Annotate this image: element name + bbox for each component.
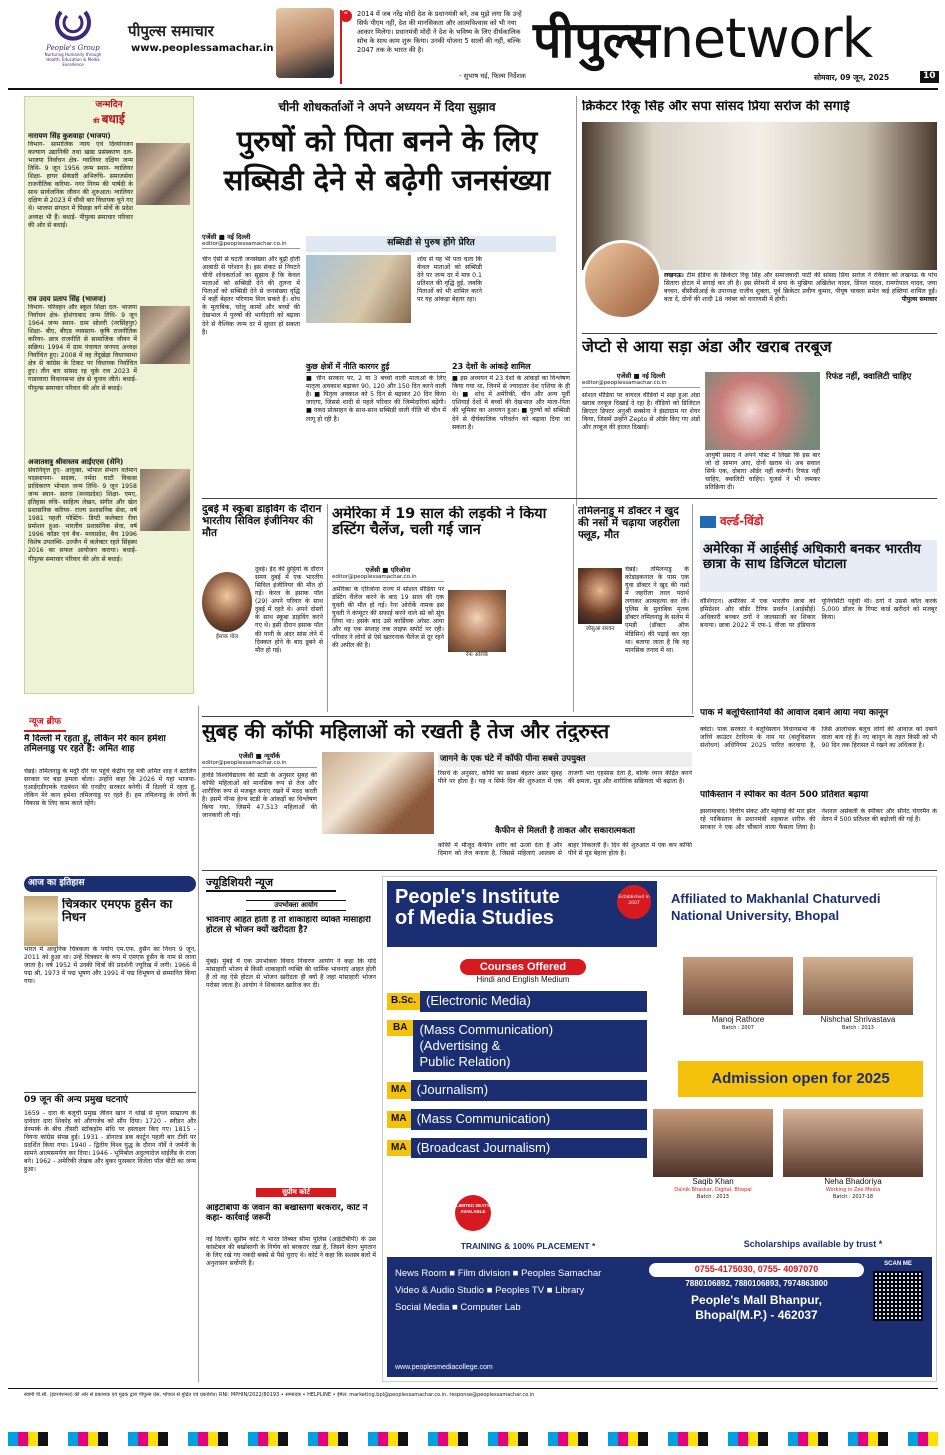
judicial-s2-headline: आईटीबीपी के जवान की बर्खास्तगी बरकरार, कोर्ट ने कहा- कार्रवाई जरूरी [206,1204,368,1223]
lead-col4 [487,256,569,340]
coffee-dateline: एजेंसी ■ न्यूयॉर्क [238,752,281,760]
history-body: भारत में आधुनिक चित्रकला के पर्याय एम.एफ. हुसैन का निधन 9 जून, 2011 को हुआ था। उन्हें चित्रकार के रूप में एमएफ हुसैन के नाम से जाना जाता है। वर्ष 1952 में उनकी चित्रों की प्रदर्शनी ज्यूरिख में लगी। 1966 में पद्म श्री, 1973 में पद्म भूषण और 1991 में पद्म विभूषण से सम्मानित किया गया। [24,946,196,986]
ad-student-1-batch: Batch : 2007 [722,1025,754,1032]
birthday-person-1-text: विभाग- सामाजिक न्याय एवं दिव्यांगजन कल्याण उद्यानिकी तथा खाद्य प्रसंस्करण दल- भाजपा निर्वाचन क्षेत्र- ग्वालियर दक्षिण जन्म तिथि- 9 जून 1956 जन्म स्थान- ग्वालियर शिक्षा- हायर सेकंडरी अभिरुचि- समाजसेवा राजनीतिक करियर- नगर निगम की पार्षदी के साथ सार्वजनिक जीवन की शुरुआत। ग्वालियर दक्षिण से 2023 में चौथी बार विधायक चुने गए थे। भाजपा संगठन में पिछड़ा वर्ग मोर्चे के प्रदेश अध्यक्ष भी हैं। बधाई- पीपुल्स समाचार परिवार की ओर से बधाई। [28,140,133,229]
birthday-person-1-name: नारायण सिंह कुशवाहा (भाजपा) [28,132,111,140]
world-b1: वॉशिंगटन। अमेरिका में एक भारतीय छात्रा को इमिग्रेशन और बॉर्डर टैरिफ प्रवर्तन (आईसीई) अधिकारी बनकर ठगों ने जालसाजी का शिकार बनाया। छात्रा 2022 में एफ-1 वीजा पर इंडियाना यूनिवर्सिटी पहुंची थी। ठगों ने उससे कॉल करके 5,000 डॉलर के गिफ्ट कार्ड खरीदने को मजबूर किया। [700,598,937,630]
quote-text: 2014 में जब नरेंद्र मोदी देश के प्रधानमंत्री बने, तब मुझे लगा कि उन्हें सिर्फ पीएम नहीं, देश की मानसिकता और आत्मविश्वास को भी नया आकार मिलेगा। प्रधानमंत्री मोदी ने देश के भविष्य के लिए दीर्घकालिक सोच के साथ काम शुरू किया। उनकी योजना 5 सालों की नहीं, बल्कि 2047 तक के भारत की है। [357,10,522,54]
judicial-label-text: ज्यूडिशियरी न्यूज [206,876,274,889]
tn-photo [578,568,622,624]
quote-box [340,10,526,84]
ad-student-4-batch: Batch : 2017-18 [832,1193,874,1200]
ad-affiliation [663,881,933,947]
imprint-footer: स्वामी पी.सी. (इंटरनेशनल) की ओर से प्रकाशक एवं मुद्रक द्वारा पीपुल्स प्रेस, भोपाल से मुद्रित एवं प्रकाशित। RNI: MPHIN/2022/80193 • सम्पादक • HELPLINE • ईमेल: marketing.bpl@peoplessamachar.co.in, response@peoplessamachar.co.in [24,1392,535,1398]
world-globe-icon [700,516,716,528]
judicial-s2-label: सुप्रीम कोर्ट [256,1188,336,1197]
group-tagline: Nurturing Humanity through Health, Education & Media Excellence [44,52,102,67]
ad-student-3-photo [653,1109,773,1177]
history-headline: चित्रकार एमएफ हुसैन का निधन [62,898,173,925]
ad-phone-2: 7880106892, 7880106893, 7974863800 [685,1278,828,1288]
birthday-heading [28,100,190,132]
ad-panel [382,876,937,1382]
brand-en: network [659,7,872,70]
dubai-body: दुबई। ईद की छुट्टियों के दौरान समय दुबई में एक भारतीय सिविल इंजीनियर की मौत हो गई। केरल के इसाक पॉल (29) अपने परिवार के साथ दुबई में रहते थे। अपने दोस्तों के साथ स्कूबा डाइविंग करने गए थे। इसी दौरान इसाक पॉल की पानी के अंदर सांस लेने में दिक्कत होने के बाद डूबने से मौत हो गई। [255,566,323,654]
ad-address-1: People's Mall Bhanpur, [691,1292,822,1307]
qr-code-icon [873,1271,923,1321]
ad-student-3-org: Dainik Bhaskar, Digital, Bhopal [674,1187,752,1194]
quote-author: - सुभाष घई, फिल्म निर्देशक [459,72,526,80]
ad-student-4-name: Neha Bhadoriya [824,1177,882,1186]
judicial-label [206,876,336,892]
birthday-person-3-name: अजातशत्रु श्रीवास्तव आईएएस (सेनि) [28,457,124,466]
coffee-col4: कॉफी में मौजूद कैफीन शरीर को ऊर्जा देता है और दिमाग को तेज बनाता है, जिससे महिलाएं आलस्य से बाहर निकलती हैं। दिन की शुरुआत में एक कप कॉफी पीने से मूड बेहतर होता है। [438,842,692,858]
ad-facility-6: Library [555,1285,585,1297]
birthday-person-2-photo [140,306,190,364]
ad-facility-3: Peoples Samachar [521,1268,602,1279]
zepto-sub: रिफंड नहीं, क्वालिटी चाहिए [826,372,912,382]
coffee-col3: रिसर्च के अनुसार, कॉफी का सबसे बेहतर असर सुबह पीने पर होता है। यह न सिर्फ दिन की शुरुआत में एक ताजगी भरा एहसास देता है, बल्कि ध्यान केंद्रित करने की क्षमता, मूड और शारीरिक सक्रियता भी बढ़ाता है। [438,770,692,786]
tn-caption: जोसुआ सरवन [585,626,615,632]
coffee-col1: हार्वर्ड विश्वविद्यालय की स्टडी के अनुसार सुबह की कॉफी महिलाओं को मानसिक रूप से तेज और शारीरिक रूप से मजबूत बनाए रखने में मदद करती है। इसमें नॉन्स हेल्थ स्टडी के आंकड़ों का विश्लेषण किया गया, जिसमें 47,513 महिलाओं की जानकारी ली गई। [202,772,317,820]
ad-courses-title: Courses Offered [460,959,586,975]
ad-course-2c: Public Relation) [419,1054,511,1070]
birthday-heading-top: जन्मदिन [95,100,123,110]
usa-photo [448,590,506,652]
birthday-person-2-name: राव उदय प्रताप सिंह (भाजपा) [28,294,107,303]
ad-course-3-name: (Journalism) [411,1080,647,1101]
rinku-caption-label: लखनऊ। [664,272,684,279]
usa-body: अमेरिका के एरिजोना राज्य में सोशल मीडिया पर डस्टिंग चैलेंज करने के बाद 19 साल की एक युवती की मौत हो गई। रेना ओरोर्के नामक इस युवती ने कंप्यूटर की सफाई करने वाले स्प्रे को सूंघ लिया था। इसके बाद उसे कार्डियक अरेस्ट आया और वह एक सप्ताह तक लाइफ सपोर्ट पर रही। परिवार ने लोगों से ऐसे खतरनाक चैलेंज से दूर रहने की अपील की है। [332,586,444,650]
ad-course-4-name: (Mass Communication) [411,1109,647,1130]
ad-facilities: News Room ■ Film division ■ Peoples Samachar Video & Audio Studio ■ Peoples TV ■ Library Social Media ■ Computer Lab [395,1268,602,1314]
ad-course-2-degree: BA [387,1020,413,1037]
ad-contact [649,1263,864,1323]
rinku-caption-text: टीम इंडिया के क्रिकेटर रिंकू सिंह और समाजवादी पार्टी की सांसद प्रिया सरोज ने रविवार को लखनऊ के पांच सितारा होटल में सगाई कर ली है। इस सेरेमनी में सपा के मुखिया अखिलेश यादव, डिंपल यादव, रामगोपाल यादव, जया बच्चन, बीसीसीआई के उपाध्यक्ष राजीव शुक्ला, पूर्व क्रिकेटर प्रवीण कुमार, पीयूष चावला समेत कई हस्तियां शामिल हुईं। बता दें, दोनों की शादी 18 नवंबर को वाराणसी में होगी। [664,272,937,304]
ad-address-2: Bhopal(M.P.) - 462037 [695,1308,818,1323]
paper-title-hindi: पीपुल्स समाचार [128,22,214,40]
lead-box-1-text: ■ चीन सरकार पर, 2 या 3 बच्चों वाली माताओं के लिए मातृत्व अवकाश बढ़ाकर 90, 120 और 150 दिन करने वाली है। ■ पितृत्व अवकाश को 5 दिन से बढ़ाकर 20 दिन किया जाएगा, जिससे शादी से पहले परिवार की जिम्मेदारियां बढ़ेंगी। ■ नकद प्रोत्साहन के साथ-साथ सब्सिडी वाली नीति भी चीन में लागू हो रही है। [306,375,446,423]
coffee-headline: सुबह की कॉफी महिलाओं को रखती है तेज और तंदुरुस्त [202,720,610,743]
dubai-photo [202,572,252,632]
usa-body-2 [510,566,570,714]
lead-box-2-title: 23 देशों के आंकड़े शामिल [452,362,570,373]
ad-course-3-degree: MA [387,1082,411,1099]
ad-facility-1: News Room [395,1268,447,1279]
subhash-ghai-portrait [276,8,334,78]
birthday-person-3-text: सेवानिवृत्त हुए- आयुक्त, भोपाल संभाग वर्तमान पदस्थापना- सदस्य, नर्मदा घाटी विकास प्राधिकरण भोपाल जन्म तिथि- 9 जून 1958 जन्म स्थान- सतना (मध्यप्रदेश) शिक्षा- एमए, इतिहास रुचि- साहित्य लेखन, संगीत और खेल प्रशासनिक करियर- राज्य प्रशासनिक सेवा, वर्ष 1981 पहली पोस्टिंग- डिप्टी कलेक्टर रीवा प्रमोशन हुआ- भारतीय प्रशासनिक सेवा, वर्ष 1996 कॉडर एवं बैच- मध्यप्रदेश, बैच 1996 विशेष उपलब्धि- उज्जैन में कलेक्टर रहते सिंहस्थ 2016 का सफल आयोजन कराया। बधाई- पीपुल्स समाचार परिवार की ओर से बधाई। [28,466,137,563]
ad-course-5-name: (Broadcast Journalism) [411,1138,647,1159]
ad-course-2b: (Advertising & [419,1037,501,1053]
brand-logo [533,8,938,70]
tn-body: चेन्नई। तमिलनाडु के कोडाइकनाल के पास एक युवा डॉक्टर ने खुद की नसों में जहरीला तरल पदार्थ लगाकर आत्महत्या कर ली। पुलिस के मुताबिक मृतक डॉक्टर तमिलनाडु के सलेम में एमडी (डॉक्टर ऑफ मेडिसिन) की पढ़ाई कर रहा था। बताया जाता है कि वह मानसिक तनाव में था। [625,566,689,654]
dubai-caption: ईसाक पॉल [215,634,239,640]
ad-institute-block [387,881,657,947]
lead-box-2 [452,362,570,494]
ad-course-2-name: (Mass Communication) [419,1021,554,1037]
quote-icon: “ [340,10,352,22]
ad-course-4 [387,1109,647,1130]
ad-facility-2: Film division [457,1268,511,1279]
world-b2: क्वेटा। पाक सरकार ने बलूचिस्तान विधानसभा के जरिये काउंटर टेररिज्म के नाम पर (बलूचिस्तान संशोधन) अधिनियम 2025 पारित करवाया है, जिसे आलोचक बलूच लोगों की आवाज को दबाने वाला बता रहे हैं। नए कानून के तहत किसी को भी 90 दिन तक हिरासत में रखने का अधिकार है। [700,726,937,750]
ad-course-5-degree: MA [387,1140,411,1157]
coffee-byline [202,752,317,768]
ad-training: TRAINING & 100% PLACEMENT * [460,1241,596,1251]
ad-course-1-degree: B.Sc. [387,993,420,1010]
world-h1: अमेरिका में आईसीई अधिकारी बनकर भारतीय छात्रा के साथ डिजिटल घोटाला [700,540,937,592]
zepto-col2 [705,452,820,498]
usa-caption: रेना ओरोर्के [466,652,488,658]
lead-email: editor@peoplessamachar.co.in [202,241,300,249]
ad-title-2: of Media Studies [395,907,554,929]
judicial-s2-body: नई दिल्ली। सुप्रीम कोर्ट ने भारत तिब्बत सीमा पुलिस (आईटीबीपी) के उस कांस्टेबल की बर्खास्तगी के निर्णय को बरकरार रखा है, जिसने वेतन भुगतान के लिए रखे गए नकदी बक्से से पैसे चुराए थे। कोर्ट ने कहा कि सशस्त्र बलों में अनुशासन सर्वोपरि है। [206,1236,376,1268]
usa-email: editor@peoplessamachar.co.in [332,574,444,582]
ad-student-2-photo [803,957,913,1015]
lead-headline: पुरुषों को पिता बनने के लिए सब्सिडी देने से बढ़ेगी जनसंख्या [223,124,551,198]
brand-hindi: पीपुल्स [533,11,660,69]
zepto-col3 [826,392,937,498]
judicial-s1-headline: भावनाएं आहत होती हैं तो शाकाहारी व्यक्ति मांसाहारी होटल से भोजन क्यों खरीदता है? [206,916,371,935]
paper-url[interactable]: www.peoplessamachar.in [131,43,274,55]
lead-subhead: सब्सिडी से पुरुष होंगे प्रेरित [306,236,556,252]
zepto-dateline: एजेंसी ■ नई दिल्ली [616,372,666,380]
lead-byline [202,233,300,249]
hourglass-icon [24,896,58,946]
birthday-person-3-photo [140,469,190,531]
ad-student-3-name: Saqib Khan [692,1177,734,1186]
ad-facility-7: Social Media [395,1302,450,1314]
ad-facility-8: Computer Lab [460,1302,521,1314]
coffee-sub1: जागने के एक घंटे में कॉफी पीना सबसे उपयुक्त [438,752,692,767]
ad-established: Established in 2007 [617,885,651,919]
coffee-sub2: कैफीन से मिलती है ताकत और सकारात्मकता [495,826,635,836]
ad-student-1 [683,957,793,1032]
judicial-s1-label: उपभोक्ता आयोग [246,900,346,911]
ad-course-2 [387,1020,647,1073]
ad-facility-5: Peoples TV [495,1285,545,1297]
ad-qr [869,1261,927,1323]
ad-course-3 [387,1080,647,1101]
ad-student-1-photo [683,957,793,1015]
group-name: People's Group [46,44,100,53]
lead-kicker: चीनी शोधकर्ताओं ने अपने अध्ययन में दिया सुझाव [278,100,496,114]
ad-student-4-org: Working in Zee Media [825,1187,881,1194]
ad-course-1 [387,991,647,1012]
ad-course-1-name: (Electronic Media) [420,991,647,1012]
lead-box-2-text: ■ इस अध्ययन में 23 देशों के आंकड़ों का विश्लेषण किया गया था, जिनमें से ज्यादातर देश एशिया के ही थे। ■ शोध में अमेरिकी, चीन और अन्य पूर्वी एशियाई देशों में बच्चों की देखभाल और माता-पिता की भूमिका का अध्ययन हुआ। ■ पुरुषों को सब्सिडी देने से दीर्घकालिक परिवर्तन को बढ़ावा दिया जा सकता है। [452,375,570,431]
zepto-byline [582,372,700,388]
page-number: 10 [920,71,939,83]
birthday-heading-small: की [93,117,100,125]
history-label-text: आज का इतिहास [28,878,85,888]
issue-date: सोमवार, 09 जून, 2025 [814,73,890,82]
lead-col3: शोध से यह भी पता चला कि केवल माताओं को सब्सिडी देने पर जन्म दर में मात्र 0.1 प्रतिशत की वृद्धि हुई, जबकि पिताओं को भी शामिल करने पर यह आंकड़ा बेहतर रहा। [417,256,482,304]
usa-byline [332,566,444,582]
brief-body: चेन्नई। तमिलनाडु के मदुरै दौरे पर पहुंचे केंद्रीय गृह मंत्री अमित शाह ने स्टालिन सरकार पर बड़ा हमला बोला। उन्होंने कहा कि 2026 में यहां भाजपा-एआईएडीएमके गठबंधन की एनडीए सरकार बनेगी। मैं दिल्ली में रहता हूं, लेकिन मेरे कान हमेशा तमिलनाडु पर रहते हैं। हम तमिलनाडु के लोगों के विकास के लिए काम करते रहेंगे। [24,768,196,808]
history-events-title: 09 जून की अन्य प्रमुख घटनाएं [24,1092,196,1107]
dubai-headline: दुबई में स्कूबा डाइविंग के दौरान भारतीय सिविल इंजीनियर की मौत [202,504,322,539]
coffee-photo [322,752,434,834]
ad-student-3 [653,1109,773,1200]
tn-headline: तमिलनाडु में डॉक्टर ने खुद की नसों में चढ़ाया जहरीला फ्लूड, मौत [578,506,680,541]
ad-limited-seats: LIMITED SEATS AVAILABLE [455,1195,491,1231]
ad-url[interactable]: www.peoplesmediacollege.com [395,1364,493,1372]
world-label-text: वर्ल्ड-विंडो [720,514,764,528]
world-b3: इस्लामाबाद। वित्तीय संकट और महंगाई की मार झेल रहे पाकिस्तान के प्रधानमंत्री शहबाज शरीफ की सरकार ने एक और चौंकाने वाला फैसला लिया है। नेशनल असेंबली के स्पीकर और सीनेट चेयरमैन के वेतन में 500 प्रतिशत की बढ़ोतरी की गई है। [700,808,937,832]
lead-photo-father-child [306,255,411,323]
ad-facility-4: Video & Audio Studio [395,1285,485,1297]
ad-scan-label: SCAN ME [884,1261,912,1267]
ad-title-1: People's Institute [395,886,560,908]
ad-footer-bar [387,1257,932,1377]
ad-affil-2: National University, Bhopal [671,907,840,923]
usa-headline: अमेरिका में 19 साल की लड़की ने किया डस्टिंग चैलेंज, चली गई जान [332,506,547,539]
ad-student-2-batch: Batch : 2013 [842,1025,874,1032]
ad-student-3-batch: Batch : 2013 [697,1193,729,1200]
rinku-caption [664,272,937,328]
ad-student-2 [803,957,913,1032]
zepto-col2-text: आयुषी प्रसाद ने अपने पोस्ट में लिखा कि इस बार जो दो सामान आए, दोनों खराब थे। अब सवाल सिर्फ एक, दोबारा ऑर्डर नहीं करूंगी। रिफंड नहीं चाहिए, क्वालिटी चाहिए। यूजर्स ने भी जमकर प्रतिक्रिया दी। [705,452,820,492]
brief-label [24,716,66,732]
ad-admission: Admission open for 2025 [678,1061,923,1097]
coffee-email: editor@peoplessamachar.co.in [202,760,317,768]
history-label [24,876,196,892]
ad-courses-header [413,959,633,985]
lead-dateline: एजेंसी ■ नई दिल्ली [202,233,251,241]
ad-student-4-photo [783,1109,923,1177]
zepto-email: editor@peoplessamachar.co.in [582,380,700,388]
history-events: 1659 - दारा के बलूची प्रमुख जीवन खान ने धोखे से मुगल साम्राज्य के दावेदार दारा शिकोह को औरंगजेब को सौंप दिया। 1720 - स्वीडन और डेनमार्क के बीच तीसरी स्टॉकहोम संधि पर हस्ताक्षर किए गए। 1815 - वियना कांग्रेस संपन्न हुई। 1931 - डोनाल्ड डक कार्टून पहली बार टीवी पर प्रदर्शित किया गया। 1940 - द्वितीय विश्व युद्ध के दौरान नॉर्वे ने जर्मनी के सामने आत्मसमर्पण कर दिया। 1946 - भूमिबोल अदुल्यादेज थाईलैंड के राजा बने। 1962 - अमेरिकी लेखक और बुकर पुरस्कार विजेता पॉल बीटी का जन्म हुआ। [24,1110,196,1174]
ad-scholarship: Scholarships available by trust * [743,1239,883,1249]
zepto-headline: जेप्टो से आया सड़ा अंडा और खराब तरबूज [582,338,832,356]
paper-title [128,22,274,56]
world-h2: पाक में बलूचिस्तानियों की आवाज दबाने आया नया कानून [700,708,889,718]
zepto-photo [705,372,820,450]
lead-box-1 [306,362,446,494]
ad-courses-sub: Hindi and English Medium [476,975,570,985]
rinku-headline: क्रिकेटर रिंकू सिंह और सपा सांसद प्रिया सरोज की सगाई [582,100,850,114]
color-registration-bar [8,1432,938,1446]
ad-phone-1: 0755-4175030, 0755- 4097070 [649,1263,864,1277]
world-label [700,514,937,529]
world-h3: पाकिस्तान ने स्पीकर का वेतन 500 प्रतिशत बढ़ाया [700,790,869,800]
ad-course-4-degree: MA [387,1111,411,1128]
ad-student-2-name: Nishchal Shrivastava [820,1015,896,1024]
brief-headline: मैं दिल्ली में रहता हूं, लेकिन मेरे कान हमेशा तमिलनाडु पर रहते हैं: अमित शाह [24,734,166,755]
ad-student-1-name: Manoj Rathore [711,1015,765,1024]
peoples-group-logo-icon [53,8,93,42]
ad-student-4 [783,1109,923,1200]
ad-affil-1: Affiliated to Makhanlal Chaturvedi [671,891,881,906]
lead-body: चीन ऐसी से घटती जनसंख्या और बूढ़ी होती आबादी से परेशान है। इस संकट से निपटने चीनी शोधकर्ताओं का सुझाव है कि केवल माताओं को सब्सिडी देने की तुलना में पिताओं को सब्सिडी देने से जनसंख्या वृद्धि में कहीं बेहतर परिणाम मिल सकते हैं। शोध के मुताबिक, घरेलू कामों और बच्चों की देखभाल में पुरुषों की भागीदारी को बढ़ावा देने से वैश्विक जन्म दर में सुधार हो सकता है। [202,256,300,336]
rinku-inset-photo [582,240,662,320]
lead-box-1-title: कुछ क्षेत्रों में नीति कारगर हुई [306,362,446,373]
birthday-person-1-photo [136,143,190,205]
rinku-credit: पीपुल्स समाचार [901,296,937,304]
brief-label-text: न्यूज ब्रीफ [24,716,66,732]
birthday-column [24,96,194,694]
birthday-heading-bottom: बधाई [101,111,125,126]
judicial-s1-body: मुंबई। मुंबई में एक उपभोक्ता विवाद निवारण आयोग ने कहा कि यदि मांसाहारी भोजन से किसी शाकाहारी व्यक्ति की धार्मिक भावनाएं आहत होती हैं तो वह ऐसे होटल से भोजन खरीदता ही क्यों है जहां मांसाहारी भोजन परोसा जाता है। आयोग ने शिकायत खारिज कर दी। [206,958,376,990]
ad-course-5 [387,1138,647,1159]
ad-course-list [387,991,647,1166]
birthday-person-2-text: विभाग- परिवहन और स्कूल शिक्षा दल- भाजपा निर्वाचन क्षेत्र- होशंगाबाद जन्म तिथि- 9 जून 1964 जन्म स्थान- ग्राम सोलरी (नरसिंहपुर) शिक्षा- बीए, बीएड व्यवसाय- कृषि राजनीतिक करियर- छात्र राजनीति से सामाजिक जीवन में सक्रिय। 1994 में ग्राम पंचायत जनपद अध्यक्ष निर्वाचित हुए। 2008 में वह तेंदूखेड़ा विधानसभा क्षेत्र से कांग्रेस के टिकट पर विधायक निर्वाचित हुए। तीन बार सांसद रह चुके राव 2023 में गाडरवारा विधानसभा क्षेत्र से चुनाव जीते। बधाई- पीपुल्स समाचार परिवार की ओर से बधाई। [28,303,137,392]
usa-dateline: एजेंसी ■ एरिजोना [365,566,411,574]
zepto-col1: सोशल मीडिया पर वायरल वीडियो में सड़ा हुआ अंडा खराब तरबूज दिखाई दे रहा है। वीडियो को डिजिटल क्रिएटर डिफ्टर अनुश्री सक्सेना ने इंस्टाग्राम पर शेयर किया, जिसमें उन्होंने Zepto से ऑर्डर किए गए अंडों और तरबूज की हालत दिखाई। [582,392,700,432]
group-logo [38,8,108,84]
